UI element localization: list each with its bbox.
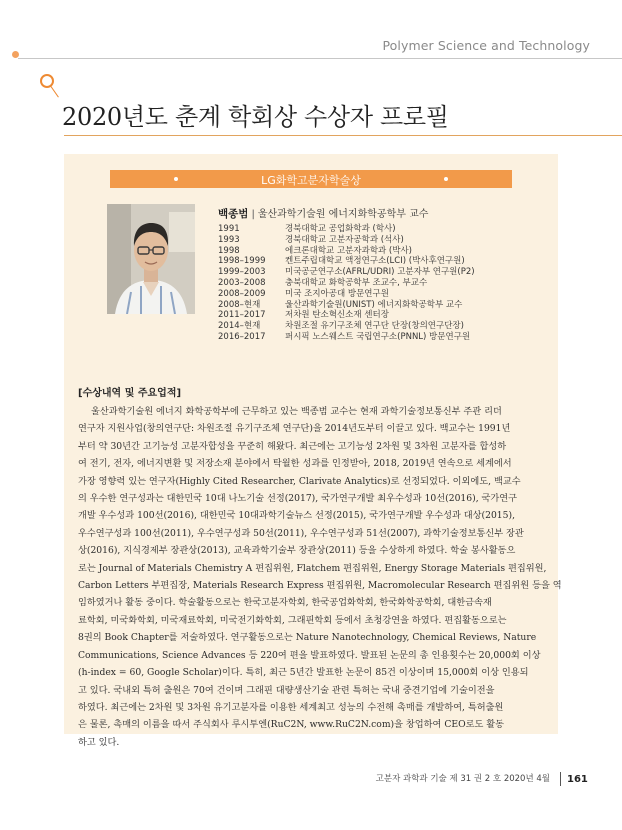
timeline-period: 1998 [218, 245, 240, 256]
timeline-event: 울산과학기술원(UNIST) 에너지화학공학부 교수 [285, 299, 463, 310]
timeline-event: 충북대학교 화학공학부 조교수, 부교수 [285, 277, 428, 288]
section-heading: [수상내역 및 주요업적] [78, 388, 182, 399]
header-dot-ornament [12, 51, 19, 58]
body-line: 가장 영향력 있는 연구자(Highly Cited Researcher, Clarivate Analytics)로 선정되었다. 이외에도, 백교수 [78, 475, 521, 487]
award-title: LG화학고분자학술상 [261, 174, 361, 187]
footer-rule [560, 772, 561, 786]
body-line: 하였다. 최근에는 2차원 및 3차원 유기고분자를 이용한 세계최고 성능의 수전해 촉매를 개발하여, 특허출원 [78, 701, 504, 713]
body-line: Carbon Letters 부편집장, Materials Research Express 편집위원, Macromolecular Research 편집위원 등을 역 [78, 580, 562, 592]
timeline-period: 1991 [218, 224, 240, 234]
timeline-row [218, 256, 475, 267]
body-line: 로는 Journal of Materials Chemistry A 편집위원, Flatchem 편집위원, Energy Storage Materials 편집위원, [78, 562, 547, 574]
career-timeline [218, 224, 475, 343]
timeline-event: 저차원 탄소혁신소재 센터장 [285, 310, 389, 321]
award-banner [110, 170, 512, 188]
body-line: 우수연구성과 100선(2011), 우수연구성과 50선(2011), 우수연구성과 51선(2007), 과학기술정보통신부 장관 [78, 527, 524, 539]
recipient-photo [107, 204, 195, 314]
timeline-period: 2008–현재 [218, 299, 261, 310]
timeline-event: 미국공군연구소(AFRL/UDRI) 고분자부 연구원(P2) [285, 267, 475, 278]
page-number: 161 [567, 774, 588, 785]
body-line: 연구자 지원사업(창의연구단: 차원조절 유기구조체 연구단)을 2014년도부터 이끌고 있다. 백교수는 1991년 [78, 423, 511, 435]
body-line: 은 물론, 촉매의 이름을 따서 주식회사 루시투엔(RuC2N, www.RuC2N.com)을 창업하여 CEO로도 활동 [78, 719, 505, 731]
timeline-event: 차원조절 유기구조체 연구단 단장(창의연구단장) [285, 321, 464, 332]
title-rule [64, 135, 622, 136]
achievements-body [78, 403, 562, 751]
body-line: 료학회, 미국화학회, 미국재료학회, 미국전기화학회, 그래핀학회 등에서 초청강연을 하였다. 편집활동으로는 [78, 614, 507, 626]
body-line: 하고 있다. [78, 736, 120, 748]
recipient-header [218, 205, 428, 221]
body-line: Communications, Science Advances 등 220여 편을 발표하였다. 발표된 논문의 총 인용횟수는 20,000회 이상 [78, 649, 541, 661]
timeline-period: 2008–2009 [218, 288, 266, 299]
title-ring-stem-ornament [50, 85, 59, 97]
timeline-row [218, 267, 475, 278]
recipient-name: 백종범 [218, 208, 249, 220]
body-line: 개발 우수성과 100선(2016), 대한민국 10대과학기술뉴스 선정(2015), 국가연구개발 우수성과 대상(2015), [78, 510, 516, 522]
body-line: 임하였거나 활동 중이다. 학술활동으로는 한국고분자학회, 한국공업화학회, 한국화학공학회, 대한금속재 [78, 597, 492, 609]
timeline-period: 1993 [218, 234, 240, 245]
timeline-period: 1999–2003 [218, 267, 266, 278]
recipient-separator: | [251, 209, 255, 220]
timeline-period: 1998–1999 [218, 256, 266, 267]
timeline-period: 2003–2008 [218, 277, 266, 288]
timeline-row [218, 224, 475, 235]
timeline-period: 2011–2017 [218, 310, 266, 321]
title-ring-ornament [40, 74, 54, 88]
body-line: 의 우수한 연구성과는 대한민국 10대 나노기술 선정(2017), 국가연구개발 최우수성과 10선(2016), 국가연구 [78, 493, 518, 505]
journal-name: Polymer Science and Technology [382, 38, 590, 53]
body-line: 부터 약 30년간 고기능성 고분자합성을 꾸준히 해왔다. 최근에는 고기능성 2차원 및 3차원 고분자를 합성하 [78, 440, 507, 452]
body-line: 상(2016), 지식경제부 장관상(2013), 교육과학기술부 장관상(2011) 등을 수상하게 하였다. 학술 봉사활동으 [78, 545, 516, 557]
award-bullet-right-icon [444, 177, 448, 181]
timeline-row [218, 278, 475, 289]
body-line: 여 전기, 전자, 에너지변환 및 저장소재 분야에서 탁월한 성과를 인정받아, 2018, 2019년 연속으로 세계에서 [78, 458, 512, 470]
timeline-event: 퍼시픽 노스웨스트 국립연구소(PNNL) 방문연구원 [285, 331, 471, 342]
timeline-row [218, 246, 475, 257]
portrait-illustration [107, 204, 195, 314]
timeline-row [218, 332, 475, 343]
header-rule [18, 58, 622, 59]
recipient-affiliation: 울산과학기술원 에너지화학공학부 교수 [257, 209, 429, 220]
timeline-row [218, 235, 475, 246]
body-line: 8권의 Book Chapter를 저술하였다. 연구활동으로는 Nature Nanotechnology, Chemical Reviews, Nature [78, 632, 537, 644]
timeline-row [218, 321, 475, 332]
timeline-event: 미국 조지아공대 방문연구원 [285, 288, 389, 299]
timeline-event: 경북대학교 고분자공학과 (석사) [285, 234, 404, 245]
timeline-event: 켄트주립대학교 액정연구소(LCI) (박사후연구원) [285, 256, 465, 267]
body-line: (h-index = 60, Google Scholar)이다. 특히, 최근 5년간 발표한 논문이 85건 이상이며 15,000회 이상 인용되 [78, 667, 529, 679]
body-line: 고 있다. 국내외 특허 출원은 70여 건이며 그래핀 대량생산기술 관련 특허는 국내 중견기업에 기술이전을 [78, 684, 495, 696]
timeline-period: 2016–2017 [218, 331, 266, 342]
timeline-period: 2014–현재 [218, 321, 261, 332]
timeline-event: 에크론대학교 고분자과학과 (박사) [285, 245, 412, 256]
timeline-row [218, 289, 475, 300]
page-title: 2020년도 춘계 학회상 수상자 프로필 [62, 103, 449, 131]
timeline-row [218, 300, 475, 311]
timeline-event: 경북대학교 공업화학과 (학사) [285, 224, 396, 234]
footer-citation: 고분자 과학과 기술 제 31 권 2 호 2020년 4월 [375, 774, 550, 784]
body-line: 울산과학기술원 에너지 화학공학부에 근무하고 있는 백종범 교수는 현재 과학기술정보통신부 주관 리더 [91, 406, 502, 417]
timeline-row [218, 310, 475, 321]
